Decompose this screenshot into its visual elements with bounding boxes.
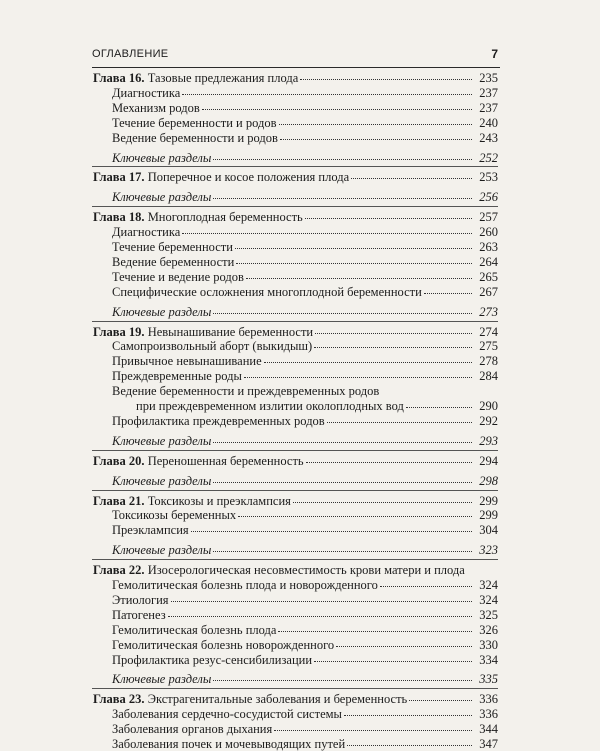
toc-page-number: 257 [479,210,498,225]
toc-entry-title [112,369,242,383]
section-entry[interactable] [0,339,600,353]
dot-leader [213,188,472,199]
section-title: Профилактика резус-сенсибилизации [112,652,313,667]
chapter-label: Глава 19. [93,324,145,339]
section-entry-cont[interactable] [0,399,600,413]
section-entry[interactable] [0,737,600,751]
toc-entry-row [112,543,498,557]
dot-leader [213,432,472,443]
section-title: Ведение беременности [112,254,235,269]
toc-entry-row [112,116,498,130]
chapter-label: Глава 16. [93,71,145,85]
section-title: Специфические осложнения многоплодной беременности [112,284,422,299]
chapter-entry[interactable] [0,494,600,508]
toc-page-number: 298 [479,473,498,488]
toc-entry-title [112,255,234,269]
section-entry[interactable] [0,523,600,537]
dot-leader [280,129,472,140]
dot-leader [213,303,472,314]
toc-entry-title [112,225,180,239]
dot-leader [182,223,472,234]
chapter-entry[interactable] [0,210,600,224]
toc-entry-row [93,71,498,85]
section-entry[interactable] [0,578,600,592]
toc-entry-row [112,578,498,592]
toc-page-number: 324 [479,578,498,592]
toc-entry-title [112,414,325,428]
section-title: Заболевания сердечно-сосудистой системы [112,707,342,722]
dot-leader [406,397,472,408]
section-title: Ведение беременности и преждевременных родов [112,384,380,399]
section-title: Патогенез [112,607,166,622]
dot-leader [344,705,472,716]
toc-page-number: 278 [479,354,498,369]
key-sections-title: Ключевые разделы [112,543,212,558]
toc-entry-row [93,454,498,468]
toc-entry-row [112,305,498,319]
toc-entry-title [93,325,313,339]
toc-page-number: 347 [479,737,498,751]
toc-entry-title [112,101,200,115]
toc-entry-row [93,494,498,508]
dot-leader [182,84,472,95]
dot-leader [314,337,472,348]
section-title: Преэклампсия [112,523,189,538]
toc-page-number: 336 [479,692,498,707]
section-title: Течение беременности [112,240,233,254]
toc-entry-title [112,623,276,637]
chapter-title: Экстрагенитальные заболевания и беременность [147,692,408,707]
toc-entry-row [112,255,498,269]
section-entry[interactable] [0,593,600,607]
section-title: Течение и ведение родов [112,269,244,284]
key-sections-title: Ключевые разделы [112,150,212,165]
toc-entry-title [112,434,211,448]
key-sections-entry[interactable] [0,543,600,557]
chapter-label: Глава 17. [93,170,145,185]
toc-page-number: 237 [479,100,498,115]
toc-page-number: 330 [479,637,498,652]
toc-page-number: 344 [479,722,498,737]
toc-entry-row [93,170,498,184]
chapter-divider [92,559,498,560]
dot-leader [347,735,472,746]
section-entry[interactable] [0,354,600,368]
toc-page-number: 292 [479,413,498,428]
dot-leader [279,114,472,125]
toc-entry-title [112,593,169,607]
header-title: ОГЛАВЛЕНИЕ [92,48,169,60]
dot-leader [300,69,472,80]
toc-entry-row [112,151,498,165]
dot-leader [274,720,472,731]
chapter-entry[interactable] [0,325,600,339]
toc-page-number: 274 [479,324,498,339]
toc-entry-title [93,692,407,706]
section-entry[interactable] [0,240,600,254]
section-title: Заболевания почек и мочевыводящих путей [112,737,346,751]
toc-page-number: 264 [479,254,498,269]
toc-page-number: 284 [479,369,498,384]
key-sections-entry[interactable] [0,474,600,488]
section-entry[interactable] [0,116,600,130]
toc-entry-title [112,240,233,254]
section-title: Диагностика [112,225,181,240]
section-entry[interactable] [0,369,600,383]
dot-leader [424,283,472,294]
toc-page-number: 294 [479,453,498,468]
key-sections-entry[interactable] [0,190,600,204]
toc-entry-title [112,672,211,686]
toc-page-number: 256 [479,190,498,205]
toc-entry-row [112,508,498,522]
section-entry[interactable] [0,707,600,721]
toc-entry-title [112,707,342,721]
toc-entry-row [112,653,498,667]
chapter-title: Поперечное и косое положения плода [147,170,350,185]
toc-page-number: 253 [479,170,498,185]
chapter-entry[interactable] [0,563,600,577]
toc-entry-title [136,399,404,413]
section-entry[interactable] [0,508,600,522]
toc-entry-title [112,608,166,622]
toc-page-number: 290 [479,399,498,413]
chapter-title: Токсикозы и преэклампсия [147,493,291,508]
toc-entry-row [93,563,498,577]
section-title: Гемолитическая болезнь новорожденного [112,637,335,652]
dot-leader [236,253,472,264]
page-number: 7 [491,47,498,61]
chapter-title: Невынашивание беременности [147,324,314,339]
dot-leader [191,521,472,532]
toc-page-number: 260 [479,225,498,240]
section-title: Гемолитическая болезнь плода [112,622,277,637]
section-entry[interactable] [0,638,600,652]
dot-leader [278,621,472,632]
toc-entry-row [112,190,498,204]
toc-entry-title [93,563,465,577]
dot-leader [380,576,472,587]
key-sections-title: Ключевые разделы [112,473,212,488]
toc-page-number: 335 [479,672,498,687]
key-sections-title: Ключевые разделы [112,304,212,319]
dot-leader [168,606,472,617]
toc-page-number: 263 [479,240,498,254]
section-entry[interactable] [0,722,600,736]
section-entry[interactable] [0,225,600,239]
toc-entry-title [112,638,334,652]
toc-entry-title [112,722,272,736]
toc-entry-row [112,339,498,353]
chapter-divider [92,688,498,689]
chapter-label: Глава 18. [93,210,145,225]
toc-entry-title [93,454,304,468]
toc-entry-title [93,71,298,85]
section-title: Механизм родов [112,100,200,115]
toc-entry-row [112,240,498,254]
chapter-label: Глава 23. [93,692,145,707]
toc-entry-row [112,86,498,100]
dot-leader [213,472,472,483]
dot-leader [213,541,472,552]
dot-leader [315,323,472,334]
toc-entry-title [112,190,211,204]
toc-page-number: 267 [479,284,498,299]
chapter-divider [92,450,498,451]
chapter-label: Глава 21. [93,493,145,508]
toc-entry-row [112,434,498,448]
dot-leader [409,690,472,701]
section-title-cont: при преждевременном излитии околоплодных вод [136,399,404,413]
section-title: Этиология [112,592,169,607]
toc-entry-title [93,494,291,508]
chapter-title: Тазовые предлежания плода [147,71,299,85]
dot-leader [171,591,472,602]
section-title: Гемолитическая болезнь плода и новорожденного [112,578,378,592]
toc-page-number: 299 [479,508,498,523]
toc-entry-title [112,653,312,667]
toc-page-number: 293 [479,433,498,448]
dot-leader [293,492,472,503]
dot-leader [306,452,472,463]
toc-page-number: 304 [479,523,498,538]
dot-leader [351,168,472,179]
toc-entry-row [112,707,498,721]
toc-entry-row [112,354,498,368]
toc-entry-title [112,131,278,145]
toc-entry-title [93,210,303,224]
section-title: Привычное невынашивание [112,354,262,369]
toc-page-number: 240 [479,115,498,130]
toc-entry-row [112,225,498,239]
toc-entry-title [93,170,349,184]
section-title: Течение беременности и родов [112,115,277,130]
toc-entry-row [112,623,498,637]
toc-entry-title [112,523,189,537]
toc-entry-row [93,325,498,339]
toc-page-number: 275 [479,339,498,354]
chapter-divider [92,206,498,207]
dot-leader [327,412,472,423]
toc-entry-title [112,116,277,130]
toc-entry-row [112,270,498,284]
toc-entry-row [112,474,498,488]
section-entry[interactable] [0,255,600,269]
toc-entry-row [112,672,498,686]
chapter-title: Переношенная беременность [147,453,304,468]
section-entry[interactable] [0,86,600,100]
toc-entry-row [136,399,498,413]
toc-entry-row [112,369,498,383]
chapter-divider [92,490,498,491]
dot-leader [305,208,472,219]
chapter-entry[interactable] [0,71,600,85]
toc-entry-title [112,508,236,522]
chapter-title: Изосерологическая несовместимость крови матери и плода [147,563,465,578]
dot-leader [238,506,472,517]
section-title: Самопроизвольный аборт (выкидыш) [112,339,313,354]
toc-page-number: 243 [479,130,498,145]
toc-page-number: 237 [479,85,498,100]
toc-entry-row [112,608,498,622]
chapter-divider [92,166,498,167]
toc-page-number: 299 [479,493,498,508]
toc-entry-row [112,638,498,652]
section-title: Преждевременные роды [112,369,242,384]
dot-leader [264,352,472,363]
toc-entry-title [112,474,211,488]
toc-entry-title [112,339,312,353]
dot-leader [314,651,472,662]
chapter-divider [92,321,498,322]
key-sections-entry[interactable] [0,672,600,686]
dot-leader [235,238,472,249]
section-entry[interactable] [0,414,600,428]
section-entry[interactable] [0,653,600,667]
chapter-entry[interactable] [0,454,600,468]
toc-page-number: 273 [479,304,498,319]
toc-entry-row [112,384,498,398]
toc-page-number: 235 [479,71,498,85]
toc-entry-title [112,737,345,751]
chapter-entry[interactable] [0,692,600,706]
toc-entry-title [112,86,180,100]
toc-entry-row [112,414,498,428]
dot-leader [202,99,472,110]
key-sections-entry[interactable] [0,151,600,165]
section-entry[interactable] [0,101,600,115]
dot-leader [246,268,472,279]
section-entry[interactable] [0,623,600,637]
toc-entry-row [112,285,498,299]
toc-entry-row [112,593,498,607]
section-entry[interactable] [0,285,600,299]
toc-entry-row [112,737,498,751]
toc-entry-title [112,151,211,165]
toc-entry-row [112,523,498,537]
dot-leader [336,636,472,647]
chapter-label: Глава 22. [93,563,145,578]
toc-entry-row [93,692,498,706]
toc-entry-row [112,101,498,115]
section-title: Ведение беременности и родов [112,130,278,145]
dot-leader [213,149,472,160]
section-title: Заболевания органов дыхания [112,722,273,737]
dot-leader [244,367,472,378]
toc-page-number: 324 [479,592,498,607]
key-sections-title: Ключевые разделы [112,672,212,687]
section-title: Диагностика [112,85,181,100]
section-entry[interactable] [0,384,600,398]
chapter-title: Многоплодная беременность [147,210,303,225]
toc-page-number: 336 [479,707,498,722]
toc-entry-row [112,722,498,736]
key-sections-title: Ключевые разделы [112,433,212,448]
section-title: Токсикозы беременных [112,508,237,523]
toc-page-number: 334 [479,652,498,667]
section-entry[interactable] [0,608,600,622]
key-sections-entry[interactable] [0,305,600,319]
section-title: Профилактика преждевременных родов [112,413,325,428]
section-entry[interactable] [0,270,600,284]
toc-entry-title [112,578,378,592]
toc-entry-title [112,305,211,319]
toc-page-number: 323 [479,543,498,558]
dot-leader [213,670,472,681]
toc-page-number: 326 [479,622,498,637]
toc-page-number: 265 [479,269,498,284]
chapter-entry[interactable] [0,170,600,184]
toc-entry-title [112,354,262,368]
toc-entry-row [112,131,498,145]
section-entry[interactable] [0,131,600,145]
toc-entry-title [112,384,379,398]
toc-entry-row [93,210,498,224]
toc-entry-title [112,285,422,299]
toc-page-number: 325 [479,607,498,622]
toc-page-number: 252 [479,150,498,165]
toc-entry-title [112,270,244,284]
key-sections-title: Ключевые разделы [112,190,212,205]
toc-entry-title [112,543,211,557]
chapter-label: Глава 20. [93,453,145,468]
key-sections-entry[interactable] [0,434,600,448]
